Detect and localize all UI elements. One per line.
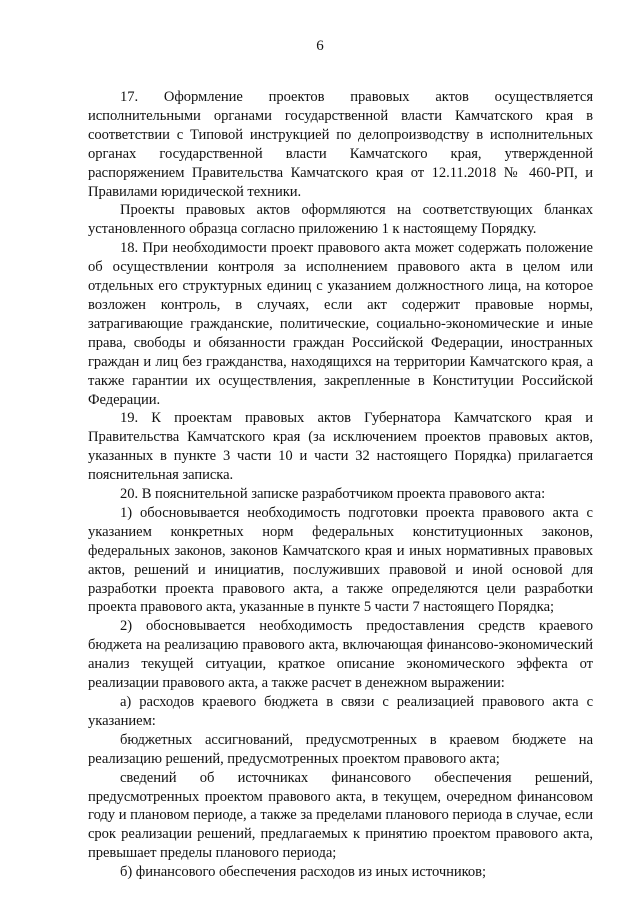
paragraph-funding-sources: сведений об источниках финансового обеспечения решений, предусмотренных проектом правового акта, в текущем, очередном финансовом году и плановом периоде, а также за пределами планового периода в случае, если срок реализации решений, предлагаемых к принятию проектом правового акта, превышает пределы планового периода; — [88, 769, 593, 862]
paragraph-17-blanks: Проекты правовых актов оформляются на соответствующих бланках установленного образца согласно приложению 1 к настоящему Порядку. — [88, 202, 593, 238]
paragraph-17: 17. Оформление проектов правовых актов осуществляется исполнительными органами государственной власти Камчатского края в соответствии с Типовой инструкцией по делопроизводству в исполнительных органах государственной власти Камчатского края, утвержденной распоряжением Правительства Камчатского края от 12.11.2018 № 460-РП, и Правилами юридической техники. — [88, 89, 593, 200]
paragraph-19: 19. К проектам правовых актов Губернатора Камчатского края и Правительства Камчатского края (за исключением проектов правовых актов, указанных в пункте 3 части 10 и части 32 настоящего Порядка) прилагается пояснительная записка. — [88, 410, 593, 484]
document-body — [88, 88, 593, 882]
paragraph-20: 20. В пояснительной записке разработчиком проекта правового акта: — [120, 486, 546, 503]
paragraph-20-item-1: 1) обосновывается необходимость подготовки проекта правового акта с указанием конкретных норм федеральных конституционных законов, федеральных законов, законов Камчатского края и иных нормативных правовых актов, решений и инициатив, послуживших правовой и иной основой для разработки проекта правового акта, а также определяются цели разработки проекта правового акта, указанные в пункте 5 части 7 настоящего Порядка; — [88, 504, 593, 616]
paragraph-budget-allocations: бюджетных ассигнований, предусмотренных в краевом бюджете на реализацию решений, предусмотренных проектом правового акта; — [88, 731, 593, 767]
page-number: 6 — [316, 38, 324, 54]
paragraph-18: 18. При необходимости проект правового акта может содержать положение об осуществлении контроля за исполнением правового акта в целом или отдельных его структурных единиц с указанием должностного лица, на которое возложен контроль, в случаях, если акт содержит правовые нормы, затрагивающие гражданские, политические, социально-экономические и иные права, свободы и обязанности граждан Российской Федерации, иностранных граждан и лиц без гражданства, находящихся на территории Камчатского края, а также гарантии их осуществления, закрепленные в Конституции Российской Федерации. — [88, 240, 593, 408]
paragraph-20-item-2: 2) обосновывается необходимость предоставления средств краевого бюджета на реализацию правового акта, включающая финансово-экономический анализ текущей ситуации, краткое описание экономического эффекта от реализации правового акта, а также расчет в денежном выражении: — [88, 618, 593, 692]
paragraph-20-item-2b: б) финансового обеспечения расходов из иных источников; — [120, 864, 487, 881]
paragraph-20-item-2a: а) расходов краевого бюджета в связи с реализацией правового акта с указанием: — [88, 694, 593, 729]
